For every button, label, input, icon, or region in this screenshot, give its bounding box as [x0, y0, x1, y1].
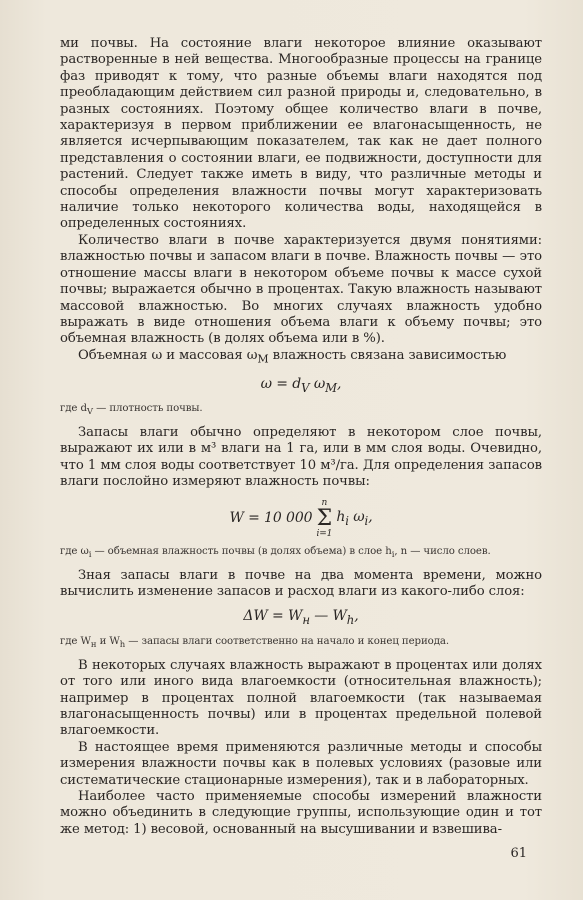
formula-1-mid: ω [309, 375, 326, 392]
paragraph-6: В некоторых случаях влажность выражают в процентах или долях от того или иного вида влагоемкости (относительная влажность); например в процентах полной влагоемкости (так называемая влагонасыщенность почвы) или в процентах предельной полевой влагоемкости. [60, 657, 542, 739]
formula-1-end: , [337, 375, 342, 392]
formula-1-sub1: V [301, 380, 310, 395]
note-2-sub2: i [391, 549, 395, 560]
formula-storage-change [60, 608, 542, 628]
formula-2-h-sub: i [345, 513, 349, 528]
note-3-sub2: h [119, 639, 126, 650]
formula-water-storage [60, 499, 542, 539]
paragraph-5: Зная запасы влаги в почве на два момента времени, можно вычислить изменение запасов и расход влаги из какого-либо слоя: [60, 567, 542, 600]
formula-2-summand [336, 509, 372, 529]
paragraph-3-sub: M [257, 352, 269, 366]
note-2-sub: i [88, 549, 92, 560]
paragraph-4: Запасы влаги обычно определяют в некотором слое почвы, выражают их или в м³ влаги на 1 га, или в мм слоя воды. Очевидно, что 1 мм слоя воды соответствует 10 м³/га. Для определения запасов влаги послойно измеряют влажность почвы: [60, 425, 542, 490]
note-3-mid: и W [96, 635, 120, 647]
sigma-symbol [316, 499, 332, 539]
note-2-text: где ω [60, 545, 89, 557]
formula-1-sub2: M [325, 380, 337, 395]
note-3 [60, 635, 542, 652]
note-3-text: где W [60, 635, 91, 647]
formula-volumetric-moisture [60, 376, 542, 396]
note-2-tail: — объемная влажность почвы (в долях объема) в слое h [91, 545, 392, 557]
paragraph-2: Количество влаги в почве характеризуется двумя понятиями: влажностью почвы и запасом влаги в почве. Влажность почвы — это отношение массы влаги в некотором объеме почвы к массе сухой почвы; выражается обычно в процентах. Такую влажность называют массовой влажностью. Во многих случаях влажность удобно выражать в виде отношения объема влаги к объему почвы; это объемная влажность (в долях объема или в %). [60, 232, 542, 347]
note-2-end: , n — число слоев. [394, 545, 491, 557]
paragraph-8: Наиболее часто применяемые способы измерений влажности можно объединить в следующие группы, использующие один и тот же метод: 1) весовой, основанный на высушивании и взвешива- [60, 788, 542, 837]
page-number: 61 [510, 846, 527, 861]
paragraph-7: В настоящее время применяются различные методы и способы измерения влажности почвы как в полевых условиях (разовые или систематические стационарные измерения), так и в лабораторных. [60, 739, 542, 788]
formula-2-end: , [368, 508, 373, 525]
formula-3-mid: — W [309, 608, 347, 625]
formula-3-sub1: н [302, 613, 310, 628]
formula-3-end: , [354, 608, 359, 625]
note-1 [60, 402, 542, 419]
note-1-tail: — плотность почвы. [92, 402, 203, 414]
formula-2-omega: ω [348, 508, 365, 525]
note-3-sub: н [90, 639, 97, 650]
formula-2-lhs: W = 10 000 [229, 510, 313, 527]
page-text [60, 36, 542, 838]
note-2 [60, 545, 542, 562]
note-1-text: где d [60, 402, 87, 414]
note-3-tail: — запасы влаги соответственно на начало и конец периода. [125, 635, 449, 647]
formula-2-omega-sub: i [364, 513, 369, 528]
formula-3-sub2: h [346, 613, 355, 628]
formula-1-lhs: ω = d [260, 375, 302, 392]
sigma-glyph: Σ [316, 505, 333, 531]
sigma-lower-limit: i=1 [316, 528, 333, 539]
formula-3-lhs: ΔW = W [243, 608, 303, 625]
note-1-sub: V [86, 407, 93, 417]
paragraph-3-tail: влажность связана зависимостью [268, 347, 507, 363]
paragraph-3-text: Объемная ω и массовая ω [78, 347, 258, 363]
formula-2-body [229, 499, 372, 539]
paragraph-1: ми почвы. На состояние влаги некоторое влияние оказывают растворенные в ней вещества. Многообразные процессы на границе фаз приводят к тому, что разные объемы влаги находятся под преобладающим действием сил разной природы и, следовательно, в разных состояниях. Поэтому общее количество влаги в почве, характеризуя в первом приближении ее влагонасыщенность, не является исчерпывающим показателем, так как не дает полного представления о состоянии влаги, ее подвижности, доступности для растений. Следует также иметь в виду, что различные методы и способы определения влажности почвы могут характеризовать наличие только некоторого количества воды, находящейся в определенных состояниях. [60, 36, 542, 232]
paragraph-3 [60, 348, 542, 368]
sigma-upper-limit: n [321, 497, 328, 508]
formula-2-h: h [336, 508, 346, 525]
